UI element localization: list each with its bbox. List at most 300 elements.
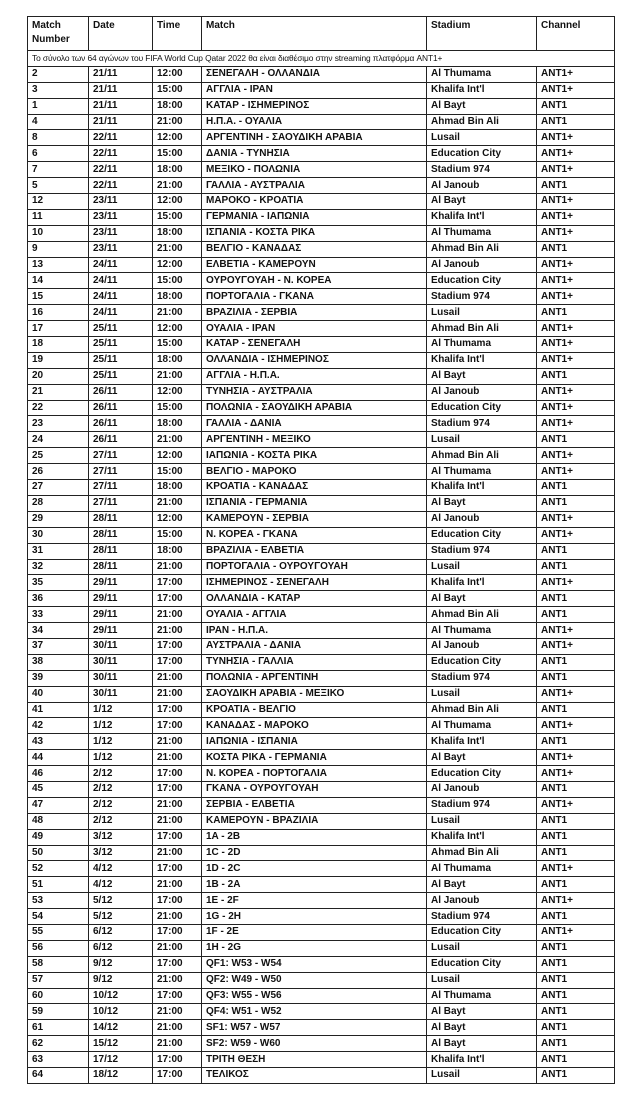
cell-match-number: 49	[28, 829, 89, 845]
cell-match: ΒΕΛΓΙΟ - ΜΑΡΟΚΟ	[202, 464, 427, 480]
cell-stadium: Lusail	[427, 972, 537, 988]
cell-match: ΤΥΝΗΣΙΑ - ΓΑΛΛΙΑ	[202, 654, 427, 670]
cell-match-number: 2	[28, 66, 89, 82]
cell-match-number: 24	[28, 432, 89, 448]
cell-stadium: Khalifa Int'l	[427, 480, 537, 496]
cell-date: 26/11	[89, 432, 153, 448]
cell-match-number: 27	[28, 480, 89, 496]
cell-time: 21:00	[153, 1036, 202, 1052]
table-row	[28, 702, 615, 718]
table-row	[28, 956, 615, 972]
table-row	[28, 654, 615, 670]
cell-stadium: Education City	[427, 273, 537, 289]
cell-date: 14/12	[89, 1020, 153, 1036]
cell-date: 2/12	[89, 781, 153, 797]
cell-match-number: 26	[28, 464, 89, 480]
header-time: Time	[153, 17, 202, 51]
cell-channel: ANT1+	[537, 750, 615, 766]
cell-match: ΙΡΑΝ - Η.Π.Α.	[202, 623, 427, 639]
cell-date: 30/11	[89, 686, 153, 702]
cell-channel: ANT1+	[537, 924, 615, 940]
header-match: Match	[202, 17, 427, 51]
cell-time: 17:00	[153, 591, 202, 607]
cell-channel: ANT1	[537, 654, 615, 670]
table-row	[28, 988, 615, 1004]
cell-stadium: Ahmad Bin Ali	[427, 845, 537, 861]
cell-stadium: Al Thumama	[427, 66, 537, 82]
cell-match: 1B - 2A	[202, 877, 427, 893]
table-row	[28, 495, 615, 511]
cell-channel: ANT1	[537, 591, 615, 607]
cell-date: 22/11	[89, 146, 153, 162]
cell-date: 23/11	[89, 209, 153, 225]
cell-stadium: Lusail	[427, 940, 537, 956]
table-row	[28, 257, 615, 273]
cell-time: 17:00	[153, 654, 202, 670]
cell-match-number: 51	[28, 877, 89, 893]
cell-match: QF4: W51 - W52	[202, 1004, 427, 1020]
cell-date: 9/12	[89, 956, 153, 972]
cell-match-number: 25	[28, 448, 89, 464]
cell-match-number: 6	[28, 146, 89, 162]
cell-date: 4/12	[89, 877, 153, 893]
cell-date: 10/12	[89, 1004, 153, 1020]
cell-date: 2/12	[89, 813, 153, 829]
cell-match: ΑΓΓΛΙΑ - Η.Π.Α.	[202, 368, 427, 384]
cell-channel: ANT1	[537, 972, 615, 988]
cell-date: 4/12	[89, 861, 153, 877]
cell-match-number: 5	[28, 178, 89, 194]
cell-time: 21:00	[153, 495, 202, 511]
cell-date: 21/11	[89, 66, 153, 82]
cell-time: 18:00	[153, 162, 202, 178]
cell-date: 22/11	[89, 162, 153, 178]
cell-time: 17:00	[153, 861, 202, 877]
cell-match-number: 39	[28, 670, 89, 686]
cell-match-number: 31	[28, 543, 89, 559]
cell-match-number: 32	[28, 559, 89, 575]
cell-time: 21:00	[153, 972, 202, 988]
cell-date: 24/11	[89, 289, 153, 305]
cell-channel: ANT1+	[537, 861, 615, 877]
cell-time: 15:00	[153, 400, 202, 416]
cell-channel: ANT1	[537, 114, 615, 130]
cell-time: 15:00	[153, 527, 202, 543]
cell-channel: ANT1+	[537, 82, 615, 98]
cell-match: ΟΥΑΛΙΑ - ΙΡΑΝ	[202, 321, 427, 337]
cell-stadium: Al Bayt	[427, 194, 537, 210]
cell-time: 17:00	[153, 781, 202, 797]
cell-match-number: 41	[28, 702, 89, 718]
cell-stadium: Lusail	[427, 686, 537, 702]
table-row	[28, 305, 615, 321]
cell-channel: ANT1+	[537, 130, 615, 146]
cell-date: 24/11	[89, 305, 153, 321]
cell-date: 3/12	[89, 845, 153, 861]
cell-match-number: 23	[28, 416, 89, 432]
cell-match: ΓΑΛΛΙΑ - ΔΑΝΙΑ	[202, 416, 427, 432]
cell-date: 26/11	[89, 416, 153, 432]
cell-match: ΙΣΠΑΝΙΑ - ΓΕΡΜΑΝΙΑ	[202, 495, 427, 511]
cell-channel: ANT1	[537, 1068, 615, 1084]
cell-stadium: Khalifa Int'l	[427, 352, 537, 368]
cell-time: 21:00	[153, 241, 202, 257]
cell-time: 17:00	[153, 956, 202, 972]
cell-stadium: Al Thumama	[427, 337, 537, 353]
header-match-number: Match Number	[28, 17, 89, 51]
table-row	[28, 241, 615, 257]
cell-stadium: Lusail	[427, 1068, 537, 1084]
cell-channel: ANT1+	[537, 718, 615, 734]
cell-stadium: Lusail	[427, 130, 537, 146]
cell-match: ΚΑΜΕΡΟΥΝ - ΣΕΡΒΙΑ	[202, 511, 427, 527]
cell-match-number: 60	[28, 988, 89, 1004]
table-row	[28, 98, 615, 114]
cell-stadium: Al Janoub	[427, 178, 537, 194]
cell-date: 27/11	[89, 495, 153, 511]
cell-match: ΤΥΝΗΣΙΑ - ΑΥΣΤΡΑΛΙΑ	[202, 384, 427, 400]
cell-match-number: 61	[28, 1020, 89, 1036]
cell-time: 17:00	[153, 1052, 202, 1068]
cell-stadium: Al Thumama	[427, 464, 537, 480]
cell-match-number: 52	[28, 861, 89, 877]
cell-time: 12:00	[153, 321, 202, 337]
cell-date: 30/11	[89, 670, 153, 686]
table-row	[28, 797, 615, 813]
table-row	[28, 924, 615, 940]
cell-match-number: 64	[28, 1068, 89, 1084]
streaming-note: Το σύνολο των 64 αγώνων του FIFA World Cup Qatar 2022 θα είναι διαθέσιμο στην streaming πλατφόρμα ANT1+	[28, 51, 615, 67]
cell-stadium: Khalifa Int'l	[427, 82, 537, 98]
cell-time: 17:00	[153, 702, 202, 718]
cell-match: ΚΑΜΕΡΟΥΝ - ΒΡΑΖΙΛΙΑ	[202, 813, 427, 829]
cell-match-number: 33	[28, 607, 89, 623]
cell-channel: ANT1+	[537, 337, 615, 353]
cell-match-number: 22	[28, 400, 89, 416]
cell-time: 21:00	[153, 432, 202, 448]
cell-time: 21:00	[153, 178, 202, 194]
cell-stadium: Al Thumama	[427, 861, 537, 877]
cell-date: 22/11	[89, 178, 153, 194]
cell-stadium: Ahmad Bin Ali	[427, 607, 537, 623]
cell-date: 1/12	[89, 750, 153, 766]
table-row	[28, 781, 615, 797]
cell-time: 21:00	[153, 940, 202, 956]
table-header	[28, 17, 615, 67]
cell-channel: ANT1	[537, 1036, 615, 1052]
cell-stadium: Al Thumama	[427, 718, 537, 734]
cell-channel: ANT1+	[537, 257, 615, 273]
cell-match: 1A - 2B	[202, 829, 427, 845]
cell-stadium: Stadium 974	[427, 909, 537, 925]
cell-match-number: 47	[28, 797, 89, 813]
cell-time: 12:00	[153, 194, 202, 210]
cell-match-number: 42	[28, 718, 89, 734]
cell-match-number: 11	[28, 209, 89, 225]
cell-match-number: 10	[28, 225, 89, 241]
cell-date: 3/12	[89, 829, 153, 845]
cell-stadium: Education City	[427, 924, 537, 940]
cell-match: ΠΟΡΤΟΓΑΛΙΑ - ΓΚΑΝΑ	[202, 289, 427, 305]
cell-date: 28/11	[89, 543, 153, 559]
cell-match-number: 1	[28, 98, 89, 114]
cell-stadium: Al Bayt	[427, 877, 537, 893]
cell-stadium: Education City	[427, 527, 537, 543]
cell-stadium: Al Janoub	[427, 638, 537, 654]
cell-stadium: Khalifa Int'l	[427, 1052, 537, 1068]
cell-stadium: Stadium 974	[427, 289, 537, 305]
cell-match: ΠΟΡΤΟΓΑΛΙΑ - ΟΥΡΟΥΓΟΥΑΗ	[202, 559, 427, 575]
table-body	[28, 66, 615, 1083]
table-row	[28, 130, 615, 146]
cell-match-number: 3	[28, 82, 89, 98]
cell-date: 23/11	[89, 194, 153, 210]
table-row	[28, 972, 615, 988]
cell-channel: ANT1+	[537, 209, 615, 225]
cell-match: ΣΕΝΕΓΑΛΗ - ΟΛΛΑΝΔΙΑ	[202, 66, 427, 82]
cell-match: ΟΥΡΟΥΓΟΥΑΗ - Ν. ΚΟΡΕΑ	[202, 273, 427, 289]
cell-match: ΠΟΛΩΝΙΑ - ΣΑΟΥΔΙΚΗ ΑΡΑΒΙΑ	[202, 400, 427, 416]
cell-match-number: 30	[28, 527, 89, 543]
cell-match: Ν. ΚΟΡΕΑ - ΠΟΡΤΟΓΑΛΙΑ	[202, 766, 427, 782]
cell-time: 21:00	[153, 797, 202, 813]
cell-match-number: 9	[28, 241, 89, 257]
cell-date: 22/11	[89, 130, 153, 146]
cell-stadium: Education City	[427, 766, 537, 782]
table-row	[28, 225, 615, 241]
cell-time: 12:00	[153, 384, 202, 400]
cell-time: 21:00	[153, 1020, 202, 1036]
cell-date: 24/11	[89, 257, 153, 273]
table-row	[28, 638, 615, 654]
cell-time: 21:00	[153, 1004, 202, 1020]
cell-date: 25/11	[89, 368, 153, 384]
cell-match-number: 44	[28, 750, 89, 766]
cell-stadium: Ahmad Bin Ali	[427, 321, 537, 337]
cell-match-number: 35	[28, 575, 89, 591]
header-channel: Channel	[537, 17, 615, 51]
cell-match: 1E - 2F	[202, 893, 427, 909]
cell-time: 12:00	[153, 257, 202, 273]
cell-time: 21:00	[153, 305, 202, 321]
cell-channel: ANT1+	[537, 893, 615, 909]
cell-date: 28/11	[89, 559, 153, 575]
table-row	[28, 670, 615, 686]
table-row	[28, 1036, 615, 1052]
cell-match: QF1: W53 - W54	[202, 956, 427, 972]
cell-channel: ANT1+	[537, 623, 615, 639]
cell-stadium: Lusail	[427, 813, 537, 829]
cell-channel: ANT1+	[537, 448, 615, 464]
cell-match: ΙΑΠΩΝΙΑ - ΙΣΠΑΝΙΑ	[202, 734, 427, 750]
cell-channel: ANT1+	[537, 146, 615, 162]
cell-stadium: Ahmad Bin Ali	[427, 448, 537, 464]
cell-match-number: 62	[28, 1036, 89, 1052]
cell-channel: ANT1	[537, 480, 615, 496]
cell-stadium: Al Janoub	[427, 257, 537, 273]
cell-match-number: 56	[28, 940, 89, 956]
cell-time: 17:00	[153, 575, 202, 591]
cell-match-number: 21	[28, 384, 89, 400]
cell-match: ΒΡΑΖΙΛΙΑ - ΣΕΡΒΙΑ	[202, 305, 427, 321]
cell-date: 5/12	[89, 893, 153, 909]
cell-date: 27/11	[89, 480, 153, 496]
table-row	[28, 464, 615, 480]
cell-time: 21:00	[153, 877, 202, 893]
cell-channel: ANT1	[537, 909, 615, 925]
cell-match-number: 19	[28, 352, 89, 368]
cell-match-number: 40	[28, 686, 89, 702]
cell-date: 24/11	[89, 273, 153, 289]
table-row	[28, 1020, 615, 1036]
cell-stadium: Al Janoub	[427, 511, 537, 527]
cell-match: ΙΣΗΜΕΡΙΝΟΣ - ΣΕΝΕΓΑΛΗ	[202, 575, 427, 591]
cell-match-number: 34	[28, 623, 89, 639]
cell-time: 21:00	[153, 559, 202, 575]
cell-stadium: Stadium 974	[427, 162, 537, 178]
cell-match: Ν. ΚΟΡΕΑ - ΓΚΑΝΑ	[202, 527, 427, 543]
cell-channel: ANT1+	[537, 289, 615, 305]
header-stadium: Stadium	[427, 17, 537, 51]
table-row	[28, 209, 615, 225]
cell-time: 18:00	[153, 98, 202, 114]
table-row	[28, 66, 615, 82]
cell-channel: ANT1	[537, 845, 615, 861]
cell-date: 28/11	[89, 527, 153, 543]
cell-stadium: Khalifa Int'l	[427, 575, 537, 591]
cell-channel: ANT1	[537, 98, 615, 114]
cell-channel: ANT1	[537, 670, 615, 686]
cell-channel: ANT1	[537, 178, 615, 194]
cell-stadium: Khalifa Int'l	[427, 209, 537, 225]
cell-stadium: Lusail	[427, 305, 537, 321]
cell-date: 23/11	[89, 225, 153, 241]
cell-channel: ANT1	[537, 241, 615, 257]
cell-date: 29/11	[89, 607, 153, 623]
cell-match-number: 54	[28, 909, 89, 925]
cell-channel: ANT1	[537, 432, 615, 448]
cell-time: 12:00	[153, 130, 202, 146]
cell-date: 10/12	[89, 988, 153, 1004]
cell-match-number: 36	[28, 591, 89, 607]
cell-channel: ANT1	[537, 607, 615, 623]
table-row	[28, 384, 615, 400]
cell-channel: ANT1	[537, 813, 615, 829]
cell-date: 29/11	[89, 623, 153, 639]
cell-match-number: 55	[28, 924, 89, 940]
cell-time: 17:00	[153, 1068, 202, 1084]
cell-match-number: 38	[28, 654, 89, 670]
cell-match: ΑΡΓΕΝΤΙΝΗ - ΜΕΞΙΚΟ	[202, 432, 427, 448]
cell-match: ΓΕΡΜΑΝΙΑ - ΙΑΠΩΝΙΑ	[202, 209, 427, 225]
cell-channel: ANT1+	[537, 416, 615, 432]
cell-stadium: Al Bayt	[427, 1036, 537, 1052]
cell-match: ΔΑΝΙΑ - ΤΥΝΗΣΙΑ	[202, 146, 427, 162]
cell-match: ΣΑΟΥΔΙΚΗ ΑΡΑΒΙΑ - ΜΕΞΙΚΟ	[202, 686, 427, 702]
cell-channel: ANT1+	[537, 400, 615, 416]
cell-match: ΚΑΤΑΡ - ΣΕΝΕΓΑΛΗ	[202, 337, 427, 353]
cell-match-number: 18	[28, 337, 89, 353]
table-row	[28, 734, 615, 750]
cell-stadium: Al Bayt	[427, 495, 537, 511]
cell-match: ΚΡΟΑΤΙΑ - ΚΑΝΑΔΑΣ	[202, 480, 427, 496]
cell-time: 15:00	[153, 82, 202, 98]
cell-match-number: 43	[28, 734, 89, 750]
cell-match: Η.Π.Α. - ΟΥΑΛΙΑ	[202, 114, 427, 130]
cell-stadium: Lusail	[427, 559, 537, 575]
cell-channel: ANT1+	[537, 273, 615, 289]
table-row	[28, 718, 615, 734]
cell-stadium: Al Thumama	[427, 623, 537, 639]
cell-match-number: 7	[28, 162, 89, 178]
cell-channel: ANT1+	[537, 225, 615, 241]
cell-stadium: Khalifa Int'l	[427, 829, 537, 845]
cell-date: 9/12	[89, 972, 153, 988]
cell-match-number: 46	[28, 766, 89, 782]
cell-date: 25/11	[89, 337, 153, 353]
cell-date: 28/11	[89, 511, 153, 527]
table-row	[28, 750, 615, 766]
table-row	[28, 623, 615, 639]
table-row	[28, 352, 615, 368]
cell-time: 12:00	[153, 511, 202, 527]
cell-time: 17:00	[153, 638, 202, 654]
cell-stadium: Khalifa Int'l	[427, 734, 537, 750]
cell-match: ΑΓΓΛΙΑ - ΙΡΑΝ	[202, 82, 427, 98]
cell-match-number: 50	[28, 845, 89, 861]
cell-date: 6/12	[89, 924, 153, 940]
cell-stadium: Al Bayt	[427, 368, 537, 384]
table-row	[28, 575, 615, 591]
cell-date: 21/11	[89, 82, 153, 98]
table-row	[28, 893, 615, 909]
table-row	[28, 432, 615, 448]
cell-match-number: 20	[28, 368, 89, 384]
cell-time: 21:00	[153, 114, 202, 130]
cell-time: 15:00	[153, 273, 202, 289]
cell-stadium: Ahmad Bin Ali	[427, 702, 537, 718]
cell-time: 12:00	[153, 66, 202, 82]
cell-time: 21:00	[153, 845, 202, 861]
cell-time: 17:00	[153, 829, 202, 845]
cell-match-number: 37	[28, 638, 89, 654]
table-row	[28, 146, 615, 162]
table-row	[28, 607, 615, 623]
cell-stadium: Al Bayt	[427, 98, 537, 114]
cell-date: 18/12	[89, 1068, 153, 1084]
cell-match: QF3: W55 - W56	[202, 988, 427, 1004]
cell-time: 17:00	[153, 988, 202, 1004]
cell-channel: ANT1	[537, 781, 615, 797]
cell-time: 15:00	[153, 209, 202, 225]
cell-date: 26/11	[89, 400, 153, 416]
cell-match-number: 17	[28, 321, 89, 337]
schedule-table	[27, 16, 615, 1084]
cell-channel: ANT1	[537, 1052, 615, 1068]
cell-time: 21:00	[153, 670, 202, 686]
table-row	[28, 591, 615, 607]
cell-channel: ANT1	[537, 368, 615, 384]
cell-match: ΙΑΠΩΝΙΑ - ΚΟΣΤΑ ΡΙΚΑ	[202, 448, 427, 464]
table-row	[28, 368, 615, 384]
cell-time: 18:00	[153, 480, 202, 496]
cell-match-number: 29	[28, 511, 89, 527]
cell-match-number: 8	[28, 130, 89, 146]
cell-channel: ANT1	[537, 988, 615, 1004]
cell-date: 5/12	[89, 909, 153, 925]
cell-channel: ANT1+	[537, 321, 615, 337]
cell-match: ΑΡΓΕΝΤΙΝΗ - ΣΑΟΥΔΙΚΗ ΑΡΑΒΙΑ	[202, 130, 427, 146]
